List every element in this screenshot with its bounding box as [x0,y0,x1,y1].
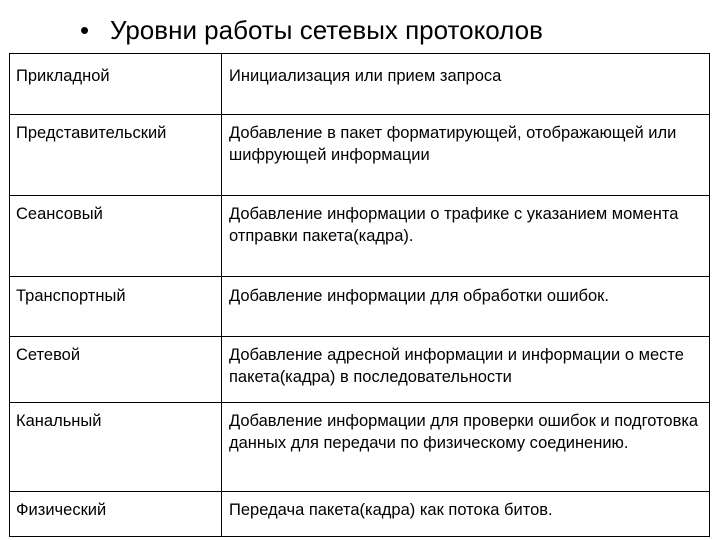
layer-name-cell: Сеансовый [10,196,222,277]
bullet-icon: • [80,15,90,45]
layer-description-cell: Передача пакета(кадра) как потока битов. [222,492,710,537]
table-row [10,337,710,403]
table-row [10,196,710,277]
slide-title [80,13,543,47]
layer-name-cell: Прикладной [10,54,222,115]
protocol-levels-table [9,53,710,537]
layer-name-cell: Канальный [10,403,222,492]
layer-name-cell: Физический [10,492,222,537]
table-row [10,115,710,196]
layer-name-cell: Транспортный [10,277,222,337]
layer-description-cell: Добавление в пакет форматирующей, отображающей или шифрующей информации [222,115,710,196]
table-row [10,277,710,337]
layer-name-cell: Представительский [10,115,222,196]
layer-description-cell: Инициализация или прием запроса [222,54,710,115]
table-row [10,403,710,492]
layer-name-cell: Сетевой [10,337,222,403]
layer-description-cell: Добавление информации для проверки ошибок и подготовка данных для передачи по физическому соединению. [222,403,710,492]
table-row [10,492,710,537]
slide-title-text: Уровни работы сетевых протоколов [110,15,543,45]
layer-description-cell: Добавление адресной информации и информации о месте пакета(кадра) в последовательности [222,337,710,403]
layer-description-cell: Добавление информации для обработки ошибок. [222,277,710,337]
layer-description-cell: Добавление информации о трафике с указанием момента отправки пакета(кадра). [222,196,710,277]
table-row [10,54,710,115]
